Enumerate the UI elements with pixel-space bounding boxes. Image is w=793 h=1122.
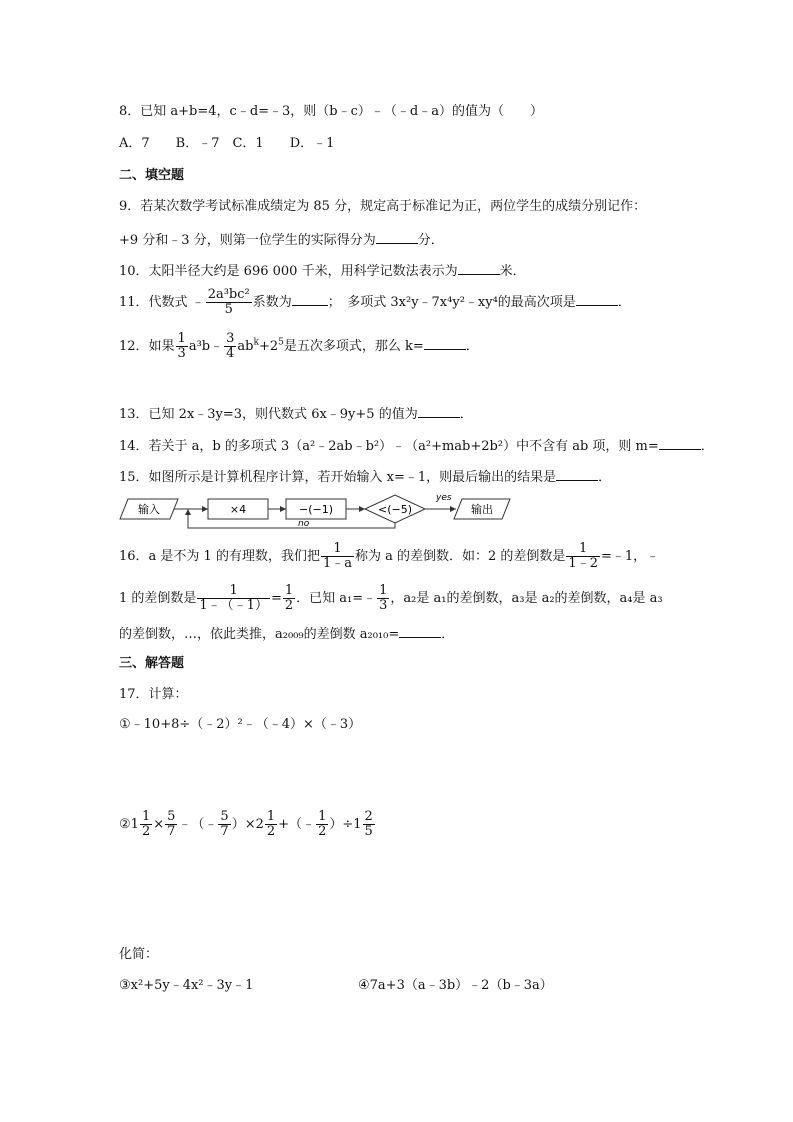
numerator: 2 xyxy=(364,809,373,824)
denominator: 1﹣2 xyxy=(568,556,598,571)
question-13 xyxy=(119,405,473,423)
denominator: 2 xyxy=(318,824,327,839)
fraction xyxy=(321,542,354,571)
fraction xyxy=(206,288,252,317)
question-8 xyxy=(119,104,543,120)
denominator: 2 xyxy=(141,824,151,839)
problem-2-number: ② xyxy=(119,817,131,832)
denominator: 2 xyxy=(266,824,276,839)
operator: ）×2 xyxy=(231,817,264,832)
question-15 xyxy=(119,468,611,486)
operator: ）÷1 xyxy=(329,817,362,832)
fraction xyxy=(197,584,270,613)
fraction xyxy=(566,542,600,571)
exponent: 5 xyxy=(278,337,284,348)
fraction xyxy=(377,584,389,613)
denominator: 3 xyxy=(379,598,388,613)
q16-text: =﹣1，﹣ xyxy=(600,549,660,564)
fraction xyxy=(176,332,188,361)
question-8-options xyxy=(119,136,334,152)
q16-text: 16．a 是不为 1 的有理数，我们把 xyxy=(119,549,320,564)
q12-text: +2 xyxy=(258,339,279,354)
answer-blank xyxy=(418,405,460,418)
simplify-heading: 化简： xyxy=(119,947,159,962)
fraction xyxy=(283,584,295,613)
denominator: 3 xyxy=(177,346,186,361)
numerator: 1 xyxy=(284,583,294,598)
answer-blank xyxy=(556,468,598,481)
operator: +（﹣ xyxy=(278,817,316,832)
q16-text: 的差倒数，…，依此类推，a₂₀₀₉的差倒数 a₂₀₁₀= xyxy=(119,627,400,642)
answer-blank xyxy=(576,293,618,306)
whole-part: 1 xyxy=(130,817,139,832)
q11-text: ； 多项式 3x²y﹣7x⁴y²﹣xy⁴的最高次项是 xyxy=(327,295,576,310)
q12-text: 12．如果 xyxy=(119,339,175,354)
denominator: 5 xyxy=(364,824,373,839)
denominator: 5 xyxy=(224,302,233,317)
question-14 xyxy=(119,437,714,455)
denominator: 1﹣（﹣1） xyxy=(199,598,268,613)
q12-text-end: ． xyxy=(465,339,479,354)
q12-text: 是五次多项式，那么 k= xyxy=(283,339,424,354)
problem-1: ①﹣10+8÷（﹣2）²﹣（﹣4）×（﹣3） xyxy=(119,717,362,732)
q16-text: ，a₂是 a₁的差倒数，a₃是 a₂的差倒数，a₄是 a₃ xyxy=(390,591,663,606)
q11-text-end: ． xyxy=(617,295,631,310)
problem-2 xyxy=(119,810,376,839)
fraction xyxy=(316,810,328,839)
denominator: 7 xyxy=(167,824,176,839)
numerator: 1 xyxy=(266,809,276,824)
question-16-line3 xyxy=(119,625,454,643)
question-16-line1 xyxy=(119,542,659,571)
section-fill-blank-heading: 二、填空题 xyxy=(119,168,185,183)
numerator: 1 xyxy=(321,542,354,557)
q14-text-end: ． xyxy=(700,439,714,454)
problem-4: ④7a+3（a﹣3b）﹣2（b﹣3a） xyxy=(358,978,553,993)
question-11 xyxy=(119,288,631,317)
no-label: no xyxy=(298,519,310,529)
fraction xyxy=(140,810,152,839)
program-flowchart xyxy=(118,490,518,530)
exponent: k xyxy=(253,337,259,348)
problem-3: ③x²+5y﹣4x²﹣3y﹣1 xyxy=(119,978,254,993)
q13-text: 13．已知 2x﹣3y=3，则代数式 6x﹣9y+5 的值为 xyxy=(119,407,418,422)
numerator: 3 xyxy=(226,331,235,346)
answer-blank xyxy=(458,262,500,275)
output-label: 输出 xyxy=(471,503,493,516)
q11-text: 11．代数式 ﹣ xyxy=(119,295,205,310)
q12-text: a³b﹣ xyxy=(188,339,224,354)
q16-text: = xyxy=(270,591,282,606)
question-9-line1: 9．若某次数学考试标准成绩定为 85 分，规定高于标准记为正，两位学生的成绩分别记作： xyxy=(119,199,647,214)
q12-text: ab xyxy=(237,339,254,354)
arrowhead xyxy=(185,509,191,515)
fraction xyxy=(224,332,236,361)
operator: ﹣（﹣ xyxy=(178,817,218,832)
numerator: 5 xyxy=(220,809,229,824)
question-16-line2 xyxy=(119,584,663,613)
q14-text: 14．若关于 a，b 的多项式 3（a²﹣2ab﹣b²）﹣（a²+mab+2b²）中不含有 ab 项，则 m= xyxy=(119,439,659,454)
q16-text: 1 的差倒数是 xyxy=(119,591,197,606)
numerator: 1 xyxy=(318,809,327,824)
denominator: 1﹣a xyxy=(322,556,352,571)
input-label: 输入 xyxy=(138,503,160,516)
subtract-label: −(−1) xyxy=(298,503,334,516)
numerator: 5 xyxy=(167,809,176,824)
multiply-label: ×4 xyxy=(229,503,247,516)
numerator: 1 xyxy=(197,584,270,599)
q13-text-end: ． xyxy=(459,407,473,422)
answer-blank xyxy=(424,337,466,350)
question-8-text: 8．已知 a+b=4，c﹣d=﹣3，则（b﹣c）﹣（﹣d﹣a）的值为（ ） xyxy=(119,104,543,119)
operator: × xyxy=(153,817,165,832)
q11-text: 系数为 xyxy=(252,295,292,310)
arrowhead xyxy=(202,506,208,512)
q16-text: ．已知 a₁=﹣ xyxy=(296,591,377,606)
q16-text-end: ． xyxy=(441,627,455,642)
q15-text-end: ． xyxy=(598,470,612,485)
q10-text: 10．太阳半径大约是 696 000 千米，用科学记数法表示为 xyxy=(119,264,458,279)
question-17-title: 17．计算： xyxy=(119,687,188,702)
question-12 xyxy=(119,332,479,361)
fraction xyxy=(363,810,375,839)
denominator: 7 xyxy=(220,824,229,839)
denominator: 4 xyxy=(226,346,235,361)
numerator: 1 xyxy=(177,331,186,346)
q9-text-end: 分． xyxy=(417,233,444,248)
arrowhead xyxy=(450,506,456,512)
options-text: A．7 B．﹣7 C．1 D．﹣1 xyxy=(119,136,335,151)
fraction xyxy=(265,810,277,839)
answer-blank xyxy=(399,625,441,638)
q15-text: 15．如图所示是计算机程序计算，若开始输入 x=﹣1，则最后输出的结果是 xyxy=(119,470,557,485)
section-solve-heading: 三、解答题 xyxy=(119,656,185,671)
q10-text-end: 米． xyxy=(499,264,526,279)
numerator: 1 xyxy=(566,542,600,557)
answer-blank xyxy=(292,293,328,306)
fraction xyxy=(165,810,177,839)
denominator: 2 xyxy=(284,598,294,613)
numerator: 1 xyxy=(379,583,388,598)
fraction xyxy=(218,810,230,839)
numerator: 1 xyxy=(141,809,151,824)
condition-label: <(−5) xyxy=(377,503,413,516)
yes-label: yes xyxy=(436,493,452,503)
answer-blank xyxy=(376,231,418,244)
q9-text: +9 分和﹣3 分，则第一位学生的实际得分为 xyxy=(119,233,376,248)
arrowhead xyxy=(280,506,286,512)
answer-blank xyxy=(659,437,701,450)
question-10 xyxy=(119,262,526,280)
q16-text: 称为 a 的差倒数．如：2 的差倒数是 xyxy=(355,549,566,564)
question-9-line2 xyxy=(119,231,444,249)
numerator: 2a³bc² xyxy=(207,287,250,302)
